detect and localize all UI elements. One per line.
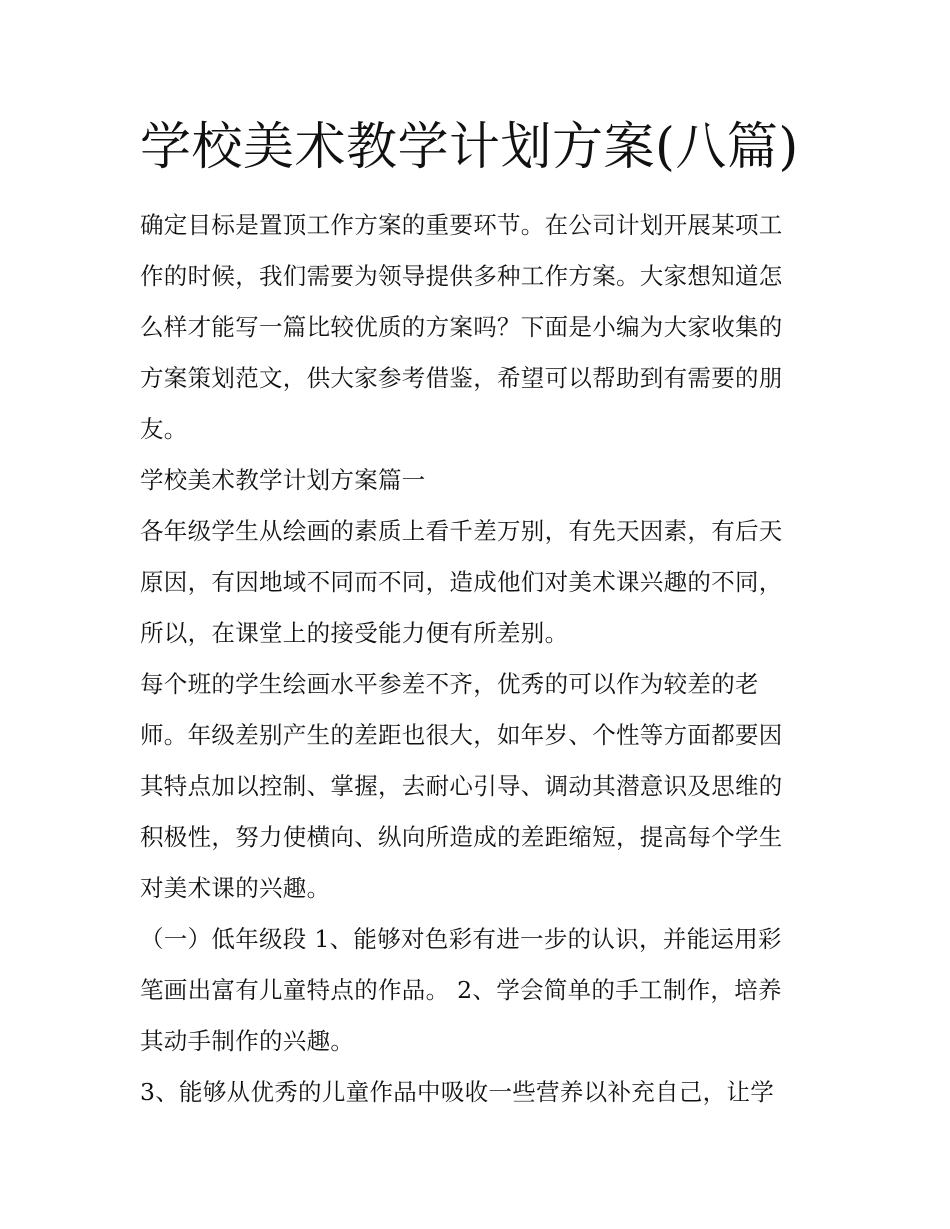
document-body [140,200,820,1118]
text-line: 原因，有因地域不同而不同，造成他们对美术课兴趣的不同， [140,568,783,596]
text-line: 其动手制作的兴趣。 [140,1027,355,1055]
text-line: 对美术课的兴趣。 [140,874,331,902]
document-title: 学校美术教学计划方案(八篇) [140,118,799,177]
text-line: 3、能够从优秀的儿童作品中吸收一些营养以补充自己，让学 [140,1078,775,1106]
text-line: 师。年级差别产生的差距也很大，如年岁、个性等方面都要因 [140,721,783,749]
text-line: 所以，在课堂上的接受能力便有所差别。 [140,619,569,647]
text-line: 积极性，努力使横向、纵向所造成的差距缩短，提高每个学生 [140,823,783,851]
text-line: 作的时候，我们需要为领导提供多种工作方案。大家想知道怎 [140,262,783,290]
text-line: 其特点加以控制、掌握，去耐心引导、调动其潜意识及思维的 [140,772,783,800]
text-line: 每个班的学生绘画水平参差不齐，优秀的可以作为较差的老 [140,670,759,698]
text-line: 确定目标是置顶工作方案的重要环节。在公司计划开展某项工 [140,211,783,239]
text-line: （一）低年级段 1、能够对色彩有进一步的认识，并能运用彩 [140,925,782,953]
text-line: 方案策划范文，供大家参考借鉴，希望可以帮助到有需要的朋 [140,364,783,392]
section-heading: 学校美术教学计划方案篇一 [140,466,426,494]
text-line: 笔画出富有儿童特点的作品。 2、学会简单的手工制作，培养 [140,976,782,1004]
text-line: 友。 [140,415,188,443]
text-line: 各年级学生从绘画的素质上看千差万别，有先天因素，有后天 [140,517,783,545]
text-line: 么样才能写一篇比较优质的方案吗？下面是小编为大家收集的 [140,313,783,341]
